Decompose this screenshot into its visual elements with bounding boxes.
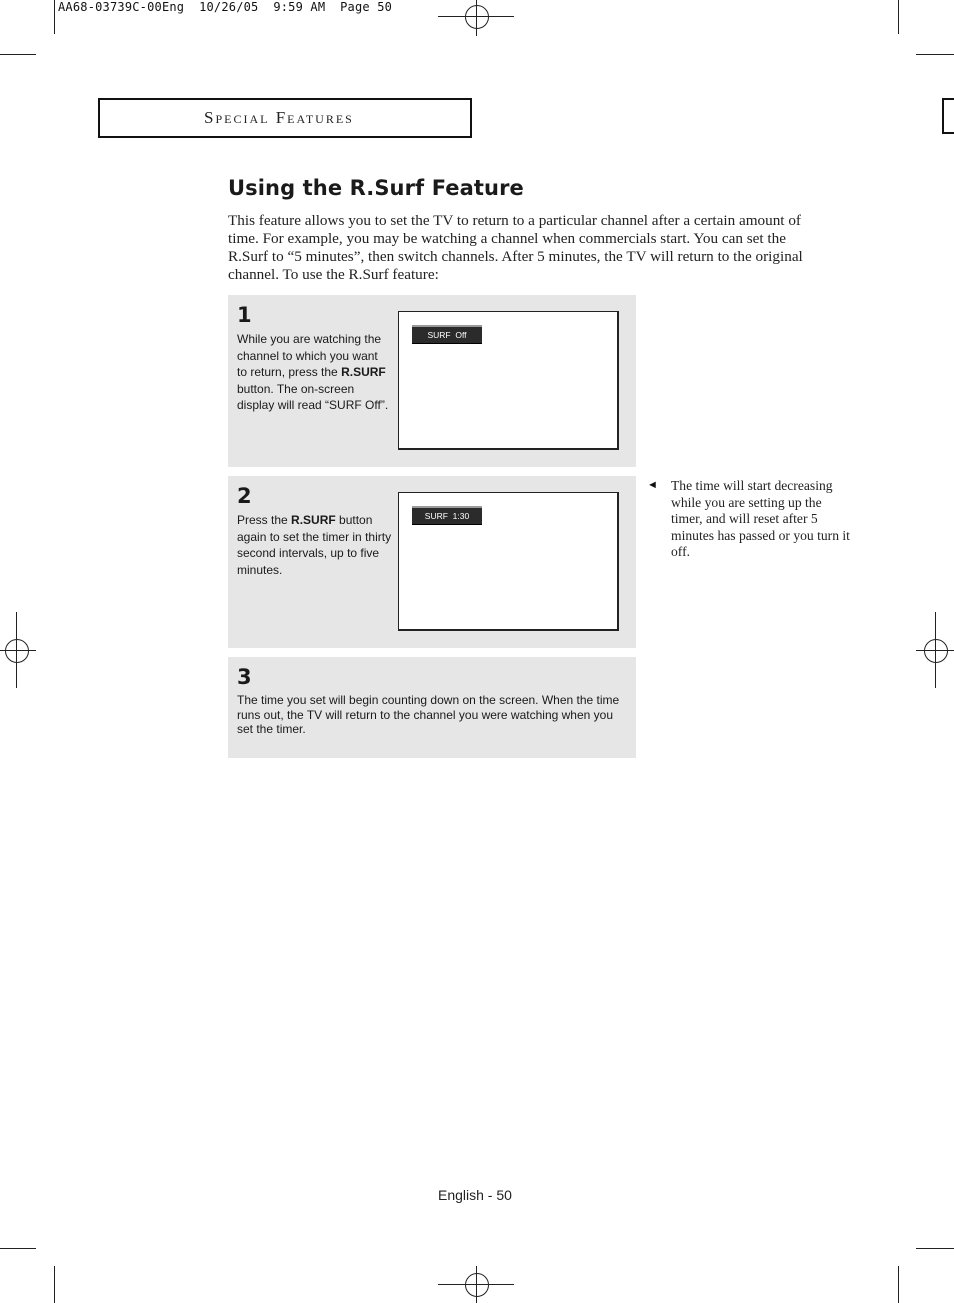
step-1-panel	[228, 295, 636, 467]
step-text	[237, 512, 393, 578]
registration-mark	[5, 639, 29, 663]
registration-mark	[465, 5, 489, 29]
crop-mark	[916, 1248, 954, 1249]
page-number: English - 50	[438, 1187, 512, 1203]
step-text-part: button. The on-screen display will read “SURF Off”.	[237, 381, 389, 412]
step-number: 2	[237, 484, 252, 508]
side-note: The time will start decreasing while you are setting up the timer, and will reset after 5 minutes has passed or you turn it off.	[671, 478, 850, 559]
page-title: Using the R.Surf Feature	[228, 176, 524, 200]
step-text-part: Press the	[237, 513, 292, 527]
osd-label: SURF 1:30	[412, 506, 482, 525]
crop-mark	[916, 54, 954, 55]
crop-mark	[54, 1266, 55, 1303]
step-text	[237, 331, 389, 414]
edge-tab	[942, 98, 954, 134]
crop-mark	[898, 1266, 899, 1303]
step-text: The time you set will begin counting down on the screen. When the time runs out, the TV will return to the channel you were watching when you set the timer.	[237, 693, 620, 736]
step-number: 3	[237, 665, 252, 689]
tv-screen	[398, 492, 619, 631]
print-header: AA68-03739C-00Eng 10/26/05 9:59 AM Page 50	[58, 0, 393, 14]
step-text-part: While you are watching the channel to which you want to return, press the	[237, 332, 382, 379]
crop-mark	[54, 0, 55, 34]
key-name: R.SURF	[341, 365, 386, 379]
step-text-part: button again to set the timer in thirty second intervals, up to five minutes.	[237, 513, 392, 577]
step-2-panel	[228, 476, 636, 648]
registration-mark	[465, 1273, 489, 1297]
key-name: R.SURF	[291, 513, 336, 527]
osd-label: SURF Off	[412, 325, 482, 344]
crop-mark	[898, 0, 899, 34]
crop-mark	[0, 54, 36, 55]
step-number: 1	[237, 303, 252, 327]
intro-paragraph: This feature allows you to set the TV to return to a particular channel after a certain amount of time. For example, you may be watching a channel when commercials start. You can set the R.Surf to “5 minutes”, then switch channels. After 5 minutes, the TV will return to the original channel. To use the R.Surf feature:	[228, 212, 803, 283]
section-title: Special Features	[204, 108, 354, 127]
step-3-panel	[228, 657, 636, 758]
tv-screen	[398, 311, 619, 450]
note-arrow-icon: ◄	[647, 479, 658, 491]
section-header	[98, 98, 472, 138]
registration-mark	[924, 639, 948, 663]
crop-mark	[0, 1248, 36, 1249]
